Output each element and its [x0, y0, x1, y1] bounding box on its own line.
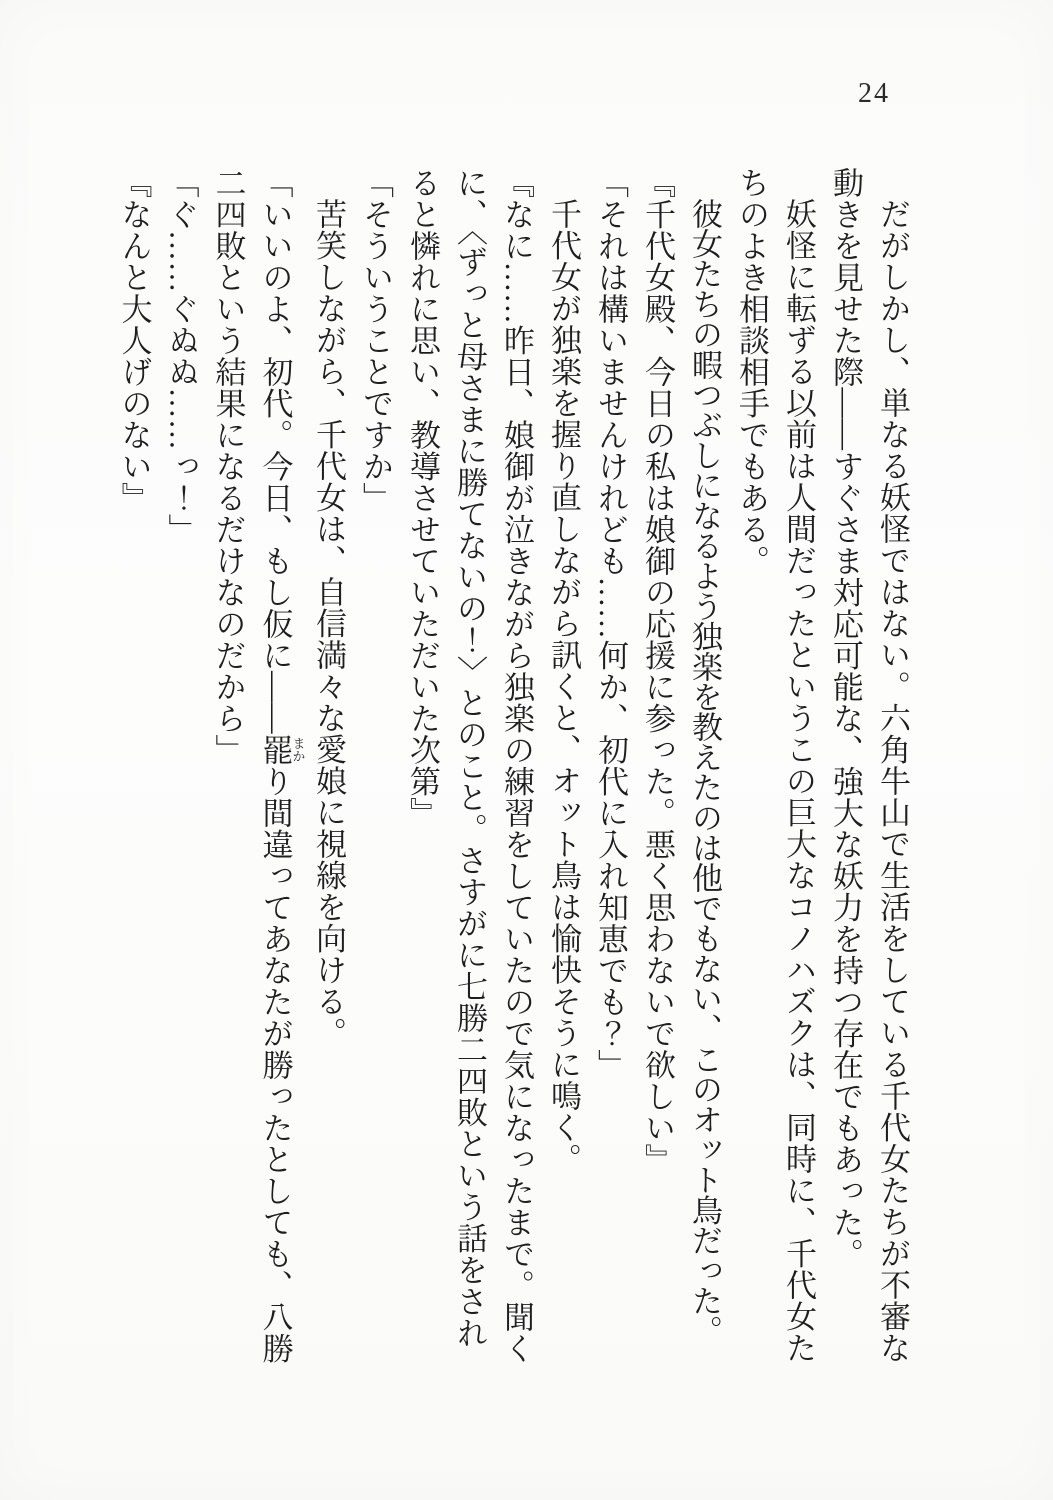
paragraph: 彼女たちの暇つぶしになるよう独楽を教えたのは他でもない、このオット鳥だった。	[687, 198, 722, 1346]
paragraph: 「それは構いませんけれども……何か、初代に入れ知恵でも？」	[593, 167, 628, 1081]
furigana-ruby: 罷まか	[257, 734, 306, 766]
paragraph: 『千代女殿、今日の私は娘御の応援に参った。悪く思わないで欲しい』	[640, 167, 675, 1175]
page-number: 24	[858, 78, 890, 109]
paragraph: 『なに……昨日、娘御が泣きながら独楽の練習をしていたので気になったまで。聞くに、〈ずっと母さまに勝てないの！〉とのこと。さすがに七勝二四敗という話をされると憐れに思い、教導させていただいた次第』	[405, 167, 534, 1364]
paragraph: 苦笑しながら、千代女は、自信満々な愛娘に視線を向ける。	[311, 198, 346, 1049]
paragraph: 「ぐ……ぐぬぬ……っ！」	[163, 167, 199, 545]
paragraph: 『なんと大人げのない』	[116, 167, 152, 514]
paragraph: だがしかし、単なる妖怪ではない。六角牛山で生活をしている千代女たちが不審な動きを見せた際――すぐさま対応可能な、強大な妖力を持つ存在でもあった。	[828, 167, 910, 1364]
paragraph: 千代女が独楽を握り直しながら訊くと、オット鳥は愉快そうに鳴く。	[546, 198, 581, 1175]
furigana-text: まか	[290, 734, 306, 766]
paragraph: 妖怪に転ずる以前は人間だったというこの巨大なコノハズクは、同時に、千代女たちのよき相談相手でもある。	[734, 167, 816, 1364]
paragraph: 「そういうことですか」	[358, 167, 393, 514]
body-text-block	[111, 167, 917, 1377]
paragraph: 「いいのよ、初代。今日、もし仮に――罷まかり間違ってあなたが勝ったとしても、八勝二四敗という結果になるだけなのだから」	[210, 167, 306, 1364]
